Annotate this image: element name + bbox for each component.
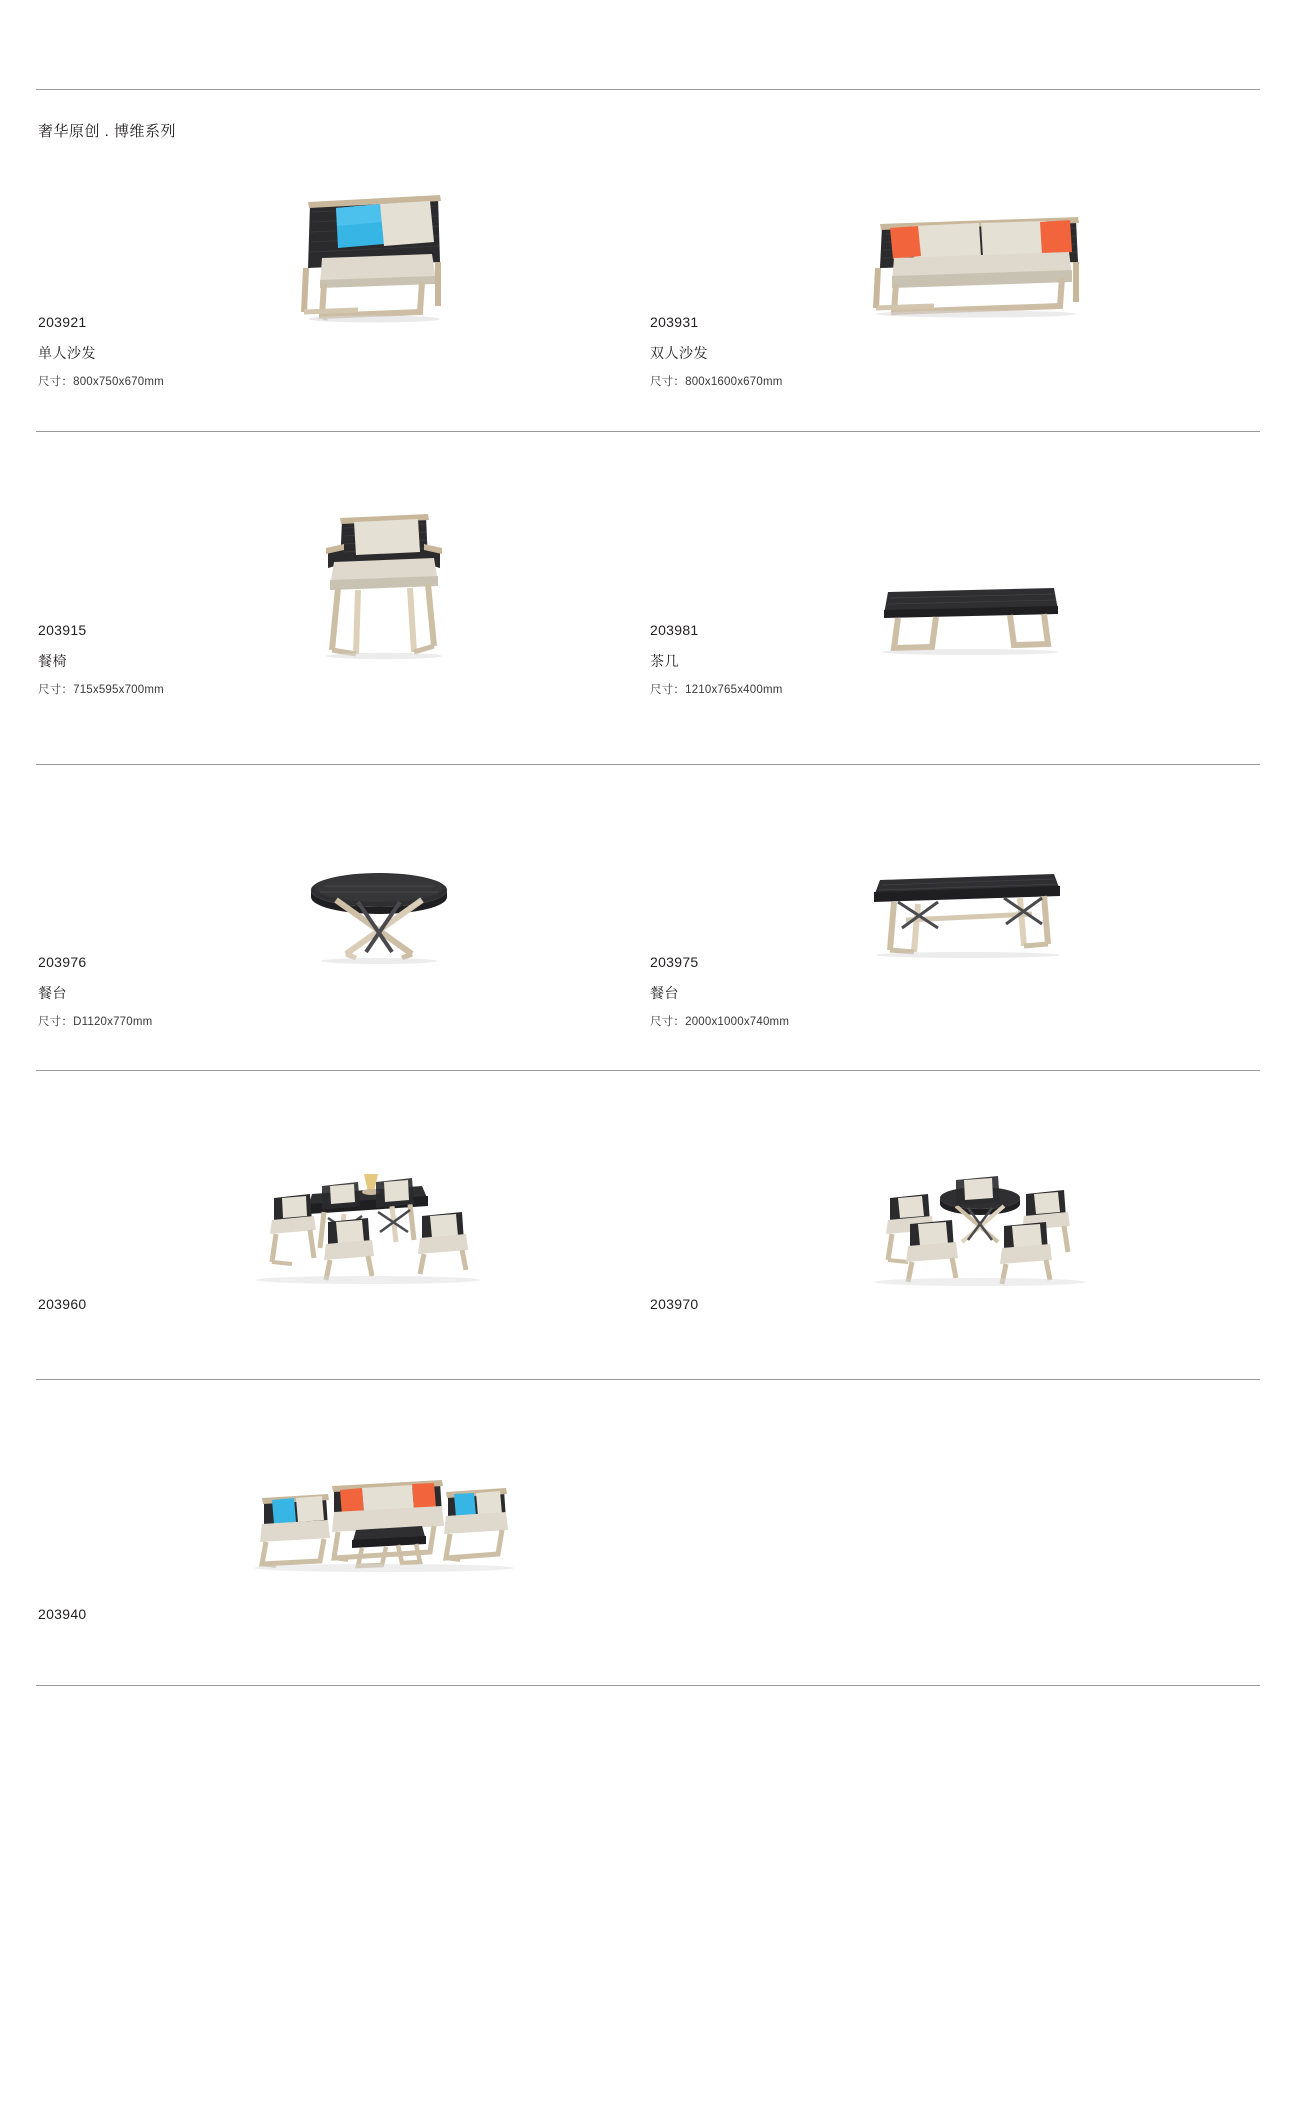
product-cell-203915[interactable] xyxy=(36,506,648,744)
product-cell-203931[interactable] xyxy=(648,162,1260,409)
product-name: 单人沙发 xyxy=(38,344,96,361)
product-row-2 xyxy=(36,506,1260,744)
product-caption-203975 xyxy=(650,954,950,1029)
row-separator-1 xyxy=(36,431,1260,432)
product-code: 203976 xyxy=(38,954,87,970)
product-name: 双人沙发 xyxy=(650,344,708,361)
product-size: 尺寸：1210x765x400mm xyxy=(650,683,783,696)
product-caption-203915 xyxy=(38,622,338,697)
product-size: 尺寸：D1120x770mm xyxy=(38,1015,153,1028)
product-cell-203975[interactable] xyxy=(648,838,1260,1048)
product-cell-203981[interactable] xyxy=(648,506,1260,744)
row-separator-3 xyxy=(36,1070,1260,1071)
row-separator-4 xyxy=(36,1379,1260,1380)
product-size: 尺寸：800x1600x670mm xyxy=(650,375,783,388)
product-image-203940 xyxy=(216,1466,526,1576)
product-image-203960 xyxy=(228,1156,508,1286)
product-image-203931 xyxy=(864,204,1094,324)
product-caption-203921 xyxy=(38,314,338,389)
product-code: 203931 xyxy=(650,314,699,330)
product-row-5 xyxy=(36,1466,1260,1656)
product-code: 203940 xyxy=(38,1606,87,1622)
product-caption-203970 xyxy=(650,1296,950,1313)
product-size: 尺寸：715x595x700mm xyxy=(38,683,164,696)
product-image-203975 xyxy=(848,858,1078,968)
product-row-1 xyxy=(36,162,1260,409)
product-code: 203981 xyxy=(650,622,699,638)
product-name: 餐椅 xyxy=(38,652,67,669)
product-image-203970 xyxy=(848,1158,1118,1288)
series-title: 奢华原创 . 博维系列 xyxy=(38,123,177,140)
product-size: 尺寸：2000x1000x740mm xyxy=(650,1015,790,1028)
product-cell-203921[interactable] xyxy=(36,162,648,409)
product-image-203921 xyxy=(288,184,478,324)
product-cell-203960[interactable] xyxy=(36,1156,648,1346)
row-separator-2 xyxy=(36,764,1260,765)
product-row-4 xyxy=(36,1156,1260,1346)
product-cell-203970[interactable] xyxy=(648,1156,1260,1346)
catalog-page xyxy=(0,89,1296,2105)
product-code: 203960 xyxy=(38,1296,87,1312)
product-name: 茶几 xyxy=(650,652,679,669)
product-row-3 xyxy=(36,838,1260,1048)
product-caption-203940 xyxy=(38,1606,338,1623)
product-cell-203940[interactable] xyxy=(36,1466,648,1656)
product-code: 203975 xyxy=(650,954,699,970)
product-code: 203970 xyxy=(650,1296,699,1312)
product-cell-203976[interactable] xyxy=(36,838,648,1048)
product-caption-203981 xyxy=(650,622,950,697)
row-separator-5 xyxy=(36,1685,1260,1686)
product-caption-203931 xyxy=(650,314,950,389)
product-cell-empty xyxy=(648,1466,1260,1656)
product-name: 餐台 xyxy=(38,984,67,1001)
product-size: 尺寸：800x750x670mm xyxy=(38,375,164,388)
product-code: 203921 xyxy=(38,314,87,330)
product-caption-203960 xyxy=(38,1296,338,1313)
product-caption-203976 xyxy=(38,954,338,1029)
product-name: 餐台 xyxy=(650,984,679,1001)
product-code: 203915 xyxy=(38,622,87,638)
